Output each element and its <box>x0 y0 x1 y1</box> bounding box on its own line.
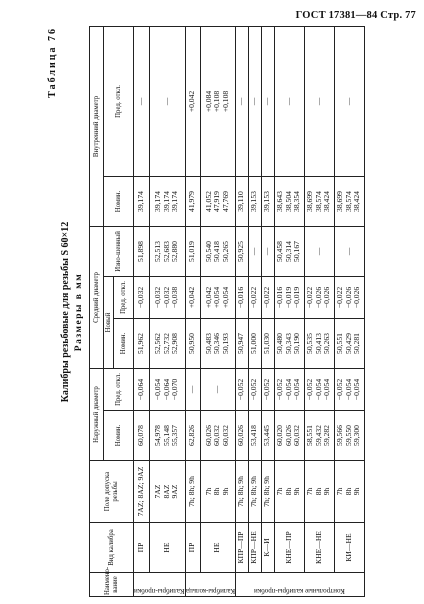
cell-m-otkl <box>134 276 150 318</box>
cell-i-otkl <box>274 26 304 176</box>
cell-o-nom-value: 54,978 <box>153 425 163 446</box>
cell-pole-value: 9h <box>220 487 230 496</box>
cell-i-nom-value: 39,174 <box>135 191 145 212</box>
cell-m-nom-value: 50,950 <box>187 333 197 354</box>
cell-m-izn-value: — <box>313 247 323 256</box>
gauge-type-cell: КНЕ—НЕ <box>304 523 334 573</box>
cell-m-nom-value: 50,483 <box>203 333 213 354</box>
cell-o-nom-value: 59,282 <box>322 425 332 446</box>
cell-i-nom <box>235 176 248 226</box>
cell-o-otkl-value: −0,070 <box>170 378 180 401</box>
gauge-type-cell: КИ—НЕ <box>334 523 364 573</box>
cell-m-otkl-value: −0,026 <box>322 286 332 309</box>
cell-o-otkl <box>134 368 150 410</box>
cell-m-izn <box>261 226 274 276</box>
cell-m-izn-value: — <box>249 247 259 256</box>
cell-i-otkl-value: +0,084 <box>203 90 213 113</box>
cell-m-nom-value: 51,962 <box>135 333 145 354</box>
cell-pole-value: 9h <box>322 487 332 496</box>
cell-o-nom <box>149 411 185 461</box>
cell-o-nom-value: 60,020 <box>275 425 285 446</box>
cell-m-otkl-value: −0,032 <box>161 286 171 309</box>
table-body <box>134 26 365 596</box>
table-row <box>248 26 261 596</box>
cell-pole <box>200 461 235 523</box>
table-row <box>261 26 274 596</box>
cell-m-nom <box>235 318 248 368</box>
cell-i-otkl-value: +0,108 <box>220 90 230 113</box>
cell-o-otkl <box>149 368 185 410</box>
cell-m-nom-value: 50,535 <box>305 333 315 354</box>
cell-i-nom-value: 39,110 <box>236 191 246 212</box>
cell-o-otkl-value: −0,054 <box>343 378 353 401</box>
header-naimenovanie: Наимено-вание <box>90 573 134 597</box>
cell-m-nom <box>248 318 261 368</box>
cell-m-otkl <box>261 276 274 318</box>
cell-m-nom-value: 50,480 <box>275 333 285 354</box>
gauge-type-cell: КНЕ—ПР <box>274 523 304 573</box>
cell-m-otkl-value: −0,022 <box>249 286 259 309</box>
cell-m-nom <box>149 318 185 368</box>
cell-o-otkl <box>261 368 274 410</box>
cell-i-nom-value: 39,174 <box>153 191 163 212</box>
cell-pole-value: 8h <box>283 487 293 496</box>
cell-i-nom <box>334 176 364 226</box>
cell-pole-value: 7h <box>305 487 315 496</box>
cell-i-otkl <box>235 26 248 176</box>
cell-m-nom-value: 50,413 <box>313 333 323 354</box>
header-outer-otkl: Пред. откл. <box>104 368 134 410</box>
cell-i-nom <box>274 176 304 226</box>
page-header: ГОСТ 17381—84 Стр. 77 <box>295 10 416 21</box>
cell-m-izn-value: 51,898 <box>135 241 145 262</box>
cell-pole: 7h; 8h; 9h <box>248 461 261 523</box>
cell-m-izn-value: 51,019 <box>187 241 197 262</box>
cell-m-izn <box>304 226 334 276</box>
cell-m-otkl-value: +0,054 <box>220 286 230 309</box>
cell-o-otkl-value: −0,052 <box>335 378 345 401</box>
cell-m-izn <box>334 226 364 276</box>
cell-i-nom-value: 38,424 <box>322 191 332 212</box>
cell-m-otkl-value: −0,022 <box>335 286 345 309</box>
cell-i-otkl-value: +0,108 <box>212 90 222 113</box>
header-inner-otkl: Пред. откл. <box>104 26 134 176</box>
table-row <box>334 26 364 596</box>
cell-i-otkl <box>134 26 150 176</box>
cell-m-otkl-value: +0,042 <box>203 286 213 309</box>
gauge-type-cell: К—И <box>261 523 274 573</box>
cell-m-nom <box>200 318 235 368</box>
cell-o-nom-value: 60,032 <box>212 425 222 446</box>
cell-i-nom-value: 38,699 <box>335 191 345 212</box>
cell-m-izn <box>274 226 304 276</box>
header-novy: Новый <box>104 276 114 368</box>
cell-m-izn <box>200 226 235 276</box>
cell-m-otkl-value: −0,016 <box>236 286 246 309</box>
cell-o-nom <box>334 411 364 461</box>
cell-o-otkl <box>185 368 200 410</box>
header-vid: Вид калибра <box>90 523 134 573</box>
cell-m-izn-value: 50,314 <box>283 241 293 262</box>
cell-o-otkl-value: −0,064 <box>135 378 145 401</box>
cell-m-otkl <box>200 276 235 318</box>
cell-i-nom-value: 47,919 <box>212 191 222 212</box>
cell-i-nom <box>185 176 200 226</box>
cell-i-otkl <box>185 26 200 176</box>
cell-o-nom <box>200 411 235 461</box>
cell-m-izn-value: — <box>262 247 272 256</box>
cell-i-nom-value: 47,769 <box>220 191 230 212</box>
cell-o-nom-value: 59,432 <box>313 425 323 446</box>
cell-m-otkl-value: −0,019 <box>292 286 302 309</box>
cell-o-nom-value: 55,148 <box>161 425 171 446</box>
cell-i-nom <box>248 176 261 226</box>
cell-i-nom <box>134 176 150 226</box>
cell-m-izn-value: 50,265 <box>220 241 230 262</box>
table-label: Таблица 76 <box>47 27 58 98</box>
cell-m-izn <box>185 226 200 276</box>
cell-m-otkl-value: −0,016 <box>275 286 285 309</box>
cell-i-nom-value: 38,643 <box>275 191 285 212</box>
cell-m-izn-value: 52,513 <box>153 241 163 262</box>
gauge-type-cell: ПР <box>134 523 150 573</box>
cell-i-nom <box>261 176 274 226</box>
cell-m-izn-value: — <box>343 247 353 256</box>
cell-m-otkl-value: −0,038 <box>170 286 180 309</box>
rotated-table-sheet <box>47 27 365 597</box>
cell-o-nom-value: 60,026 <box>236 425 246 446</box>
table-row <box>134 26 150 596</box>
cell-o-otkl-value: −0,054 <box>292 378 302 401</box>
cell-o-nom <box>304 411 334 461</box>
cell-pole <box>334 461 364 523</box>
cell-m-otkl <box>185 276 200 318</box>
group-cell <box>134 573 186 597</box>
cell-i-nom-value: 39,174 <box>161 191 171 212</box>
cell-m-nom-value: 50,947 <box>236 333 246 354</box>
cell-m-nom-value: 50,263 <box>322 333 332 354</box>
header-inner: Внутренний диаметр <box>90 26 104 226</box>
cell-m-izn-value: 50,925 <box>236 241 246 262</box>
header-mid-nomin: Номин. <box>114 318 134 368</box>
cell-m-otkl-value: +0,042 <box>187 286 197 309</box>
cell-i-otkl-value: — <box>161 97 171 106</box>
cell-o-otkl-value: — <box>187 385 197 394</box>
cell-i-nom-value: 38,424 <box>352 191 362 212</box>
table-row <box>200 26 235 596</box>
cell-o-otkl <box>274 368 304 410</box>
cell-o-nom-value: 58,551 <box>305 425 315 446</box>
table-row <box>185 26 200 596</box>
cell-m-otkl-value: −0,032 <box>153 286 163 309</box>
group-label: Калибры-кольца <box>185 587 235 595</box>
cell-m-nom <box>185 318 200 368</box>
cell-i-nom-value: 39,174 <box>170 191 180 212</box>
cell-m-izn <box>149 226 185 276</box>
cell-i-nom-value: 38,574 <box>313 191 323 212</box>
cell-m-nom-value: 50,551 <box>335 333 345 354</box>
cell-i-nom-value: 41,979 <box>187 191 197 212</box>
cell-m-otkl <box>235 276 248 318</box>
table-units: Размеры в мм <box>74 272 84 352</box>
cell-m-nom-value: 50,343 <box>283 333 293 354</box>
cell-m-otkl-value: −0,026 <box>352 286 362 309</box>
cell-i-nom-value: 38,354 <box>292 191 302 212</box>
cell-m-otkl-value: −0,019 <box>283 286 293 309</box>
cell-i-otkl-value: — <box>135 97 145 106</box>
cell-pole-value: 7h <box>275 487 285 496</box>
cell-i-otkl-value: — <box>249 97 259 106</box>
cell-i-nom-value: 38,699 <box>305 191 315 212</box>
cell-i-nom-value: 38,504 <box>283 191 293 212</box>
cell-m-nom-value: 52,732 <box>161 333 171 354</box>
cell-m-nom-value: 52,562 <box>153 333 163 354</box>
table-caption: Калибры резьбовые для резьбы S 60×12 <box>60 221 71 403</box>
header-mid-otkl: Пред. откл. <box>114 276 134 318</box>
cell-o-otkl <box>304 368 334 410</box>
gauge-type-cell: КПР—НЕ <box>248 523 261 573</box>
cell-o-otkl-value: −0,052 <box>236 378 246 401</box>
gauge-table-wrap <box>89 27 365 597</box>
cell-m-nom-value: 50,193 <box>220 333 230 354</box>
cell-m-otkl <box>334 276 364 318</box>
cell-i-nom-value: 39,153 <box>249 191 259 212</box>
cell-pole-value: 7h <box>203 487 213 496</box>
cell-m-otkl-value: −0,022 <box>305 286 315 309</box>
cell-o-otkl-value: −0,052 <box>262 378 272 401</box>
cell-o-otkl-value: — <box>212 385 222 394</box>
cell-o-nom-value: 62,826 <box>187 425 197 446</box>
cell-i-otkl-value: +0,042 <box>187 90 197 113</box>
cell-o-nom-value: 60,032 <box>220 425 230 446</box>
cell-m-nom-value: 50,429 <box>343 333 353 354</box>
group-label: Калибры-пробки <box>134 587 185 595</box>
cell-o-nom-value: 53,418 <box>249 425 259 446</box>
cell-i-nom-value: 39,153 <box>262 191 272 212</box>
cell-i-otkl <box>248 26 261 176</box>
cell-o-nom-value: 59,550 <box>343 425 353 446</box>
cell-i-nom-value: 41,052 <box>203 191 213 212</box>
cell-o-nom-value: 55,357 <box>170 425 180 446</box>
cell-m-izn-value: 52,683 <box>161 241 171 262</box>
cell-m-izn <box>134 226 150 276</box>
cell-o-otkl-value: −0,054 <box>322 378 332 401</box>
cell-m-izn-value: 50,167 <box>292 241 302 262</box>
cell-m-otkl-value: −0,032 <box>135 286 145 309</box>
cell-m-otkl-value: −0,022 <box>262 286 272 309</box>
cell-o-nom-value: 60,078 <box>135 425 145 446</box>
cell-pole-value: 7h <box>335 487 345 496</box>
cell-m-nom <box>304 318 334 368</box>
cell-o-nom <box>261 411 274 461</box>
cell-o-otkl-value: −0,052 <box>305 378 315 401</box>
cell-m-otkl <box>248 276 261 318</box>
table-row <box>149 26 185 596</box>
cell-o-otkl-value: −0,054 <box>153 378 163 401</box>
cell-m-nom-value: 52,908 <box>170 333 180 354</box>
cell-m-nom-value: 50,190 <box>292 333 302 354</box>
cell-i-otkl-value: — <box>283 97 293 106</box>
table-row <box>274 26 304 596</box>
cell-o-nom <box>134 411 150 461</box>
cell-m-nom-value: 50,281 <box>352 333 362 354</box>
cell-i-otkl-value: — <box>262 97 272 106</box>
cell-m-otkl-value: −0,026 <box>313 286 323 309</box>
cell-o-nom-value: 60,032 <box>292 425 302 446</box>
cell-m-izn-value: 52,880 <box>170 241 180 262</box>
cell-i-otkl <box>304 26 334 176</box>
gauge-type-cell: КПР—ПР <box>235 523 248 573</box>
cell-m-otkl <box>149 276 185 318</box>
cell-pole: 7AZ; 8AZ; 9AZ <box>134 461 150 523</box>
header-inner-nomin: Номин. <box>104 176 134 226</box>
group-cell <box>185 573 235 597</box>
cell-pole <box>149 461 185 523</box>
cell-pole-value: 8h <box>212 487 222 496</box>
cell-i-nom <box>304 176 334 226</box>
cell-m-nom <box>274 318 304 368</box>
cell-pole-value: 9h <box>352 487 362 496</box>
cell-i-otkl <box>200 26 235 176</box>
cell-o-nom-value: 53,445 <box>262 425 272 446</box>
gauge-type-cell: ПР <box>185 523 200 573</box>
table-row <box>235 26 248 596</box>
cell-m-otkl-value: −0,026 <box>343 286 353 309</box>
cell-i-otkl-value: — <box>343 97 353 106</box>
cell-m-otkl-value: +0,054 <box>212 286 222 309</box>
cell-o-nom-value: 59,300 <box>352 425 362 446</box>
cell-m-nom <box>134 318 150 368</box>
cell-o-nom-value: 60,026 <box>203 425 213 446</box>
cell-o-nom <box>235 411 248 461</box>
cell-m-izn <box>248 226 261 276</box>
cell-i-otkl <box>261 26 274 176</box>
group-cell <box>235 573 364 597</box>
gauge-type-cell: НЕ <box>149 523 185 573</box>
cell-m-otkl <box>304 276 334 318</box>
cell-o-otkl <box>200 368 235 410</box>
cell-pole-value: 8h <box>313 487 323 496</box>
header-iznosh: Изно-шенный <box>104 226 134 276</box>
gauge-type-cell: НЕ <box>200 523 235 573</box>
cell-pole <box>274 461 304 523</box>
cell-m-nom <box>334 318 364 368</box>
table-row <box>304 26 334 596</box>
cell-m-izn-value: 50,540 <box>203 241 213 262</box>
cell-pole-value: 7AZ <box>153 484 163 499</box>
cell-i-nom <box>200 176 235 226</box>
cell-pole-value: 9AZ <box>170 484 180 499</box>
cell-o-otkl-value: −0,052 <box>249 378 259 401</box>
cell-pole <box>304 461 334 523</box>
cell-o-nom <box>248 411 261 461</box>
header-outer: Наружный диаметр <box>90 368 104 460</box>
cell-m-nom-value: 51,030 <box>262 333 272 354</box>
cell-pole: 7h; 8h; 9h <box>235 461 248 523</box>
cell-o-nom-value: 59,566 <box>335 425 345 446</box>
cell-i-otkl-value: — <box>313 97 323 106</box>
cell-i-otkl <box>149 26 185 176</box>
header-mid: Средний диаметр <box>90 226 104 368</box>
cell-o-otkl-value: −0,054 <box>313 378 323 401</box>
cell-o-otkl <box>334 368 364 410</box>
cell-pole-value: 8h <box>343 487 353 496</box>
cell-i-nom <box>149 176 185 226</box>
cell-o-otkl-value: −0,052 <box>275 378 285 401</box>
cell-o-otkl <box>235 368 248 410</box>
cell-i-otkl <box>334 26 364 176</box>
cell-o-nom <box>274 411 304 461</box>
cell-i-nom-value: 38,574 <box>343 191 353 212</box>
cell-o-otkl <box>248 368 261 410</box>
cell-m-izn-value: 50,418 <box>212 241 222 262</box>
cell-m-nom-value: 50,346 <box>212 333 222 354</box>
cell-o-otkl-value: −0,054 <box>352 378 362 401</box>
header-outer-nomin: Номин. <box>104 411 134 461</box>
cell-m-izn <box>235 226 248 276</box>
cell-m-nom <box>261 318 274 368</box>
cell-pole: 7h; 8h; 9h <box>261 461 274 523</box>
cell-o-otkl-value: −0,054 <box>283 378 293 401</box>
gauge-table <box>89 26 365 597</box>
cell-m-izn-value: 50,458 <box>275 241 285 262</box>
cell-o-nom <box>185 411 200 461</box>
cell-pole-value: 9h <box>292 487 302 496</box>
cell-m-nom-value: 51,000 <box>249 333 259 354</box>
cell-pole: 7h; 8h; 9h <box>185 461 200 523</box>
group-label: Контрольные калибры-пробки <box>254 587 346 595</box>
cell-o-otkl-value: −0,064 <box>161 378 171 401</box>
cell-m-otkl <box>274 276 304 318</box>
header-pole: Поле допуска резьбы <box>90 461 134 523</box>
cell-o-nom-value: 60,026 <box>283 425 293 446</box>
cell-i-otkl-value: — <box>236 97 246 106</box>
cell-pole-value: 8AZ <box>161 484 171 499</box>
